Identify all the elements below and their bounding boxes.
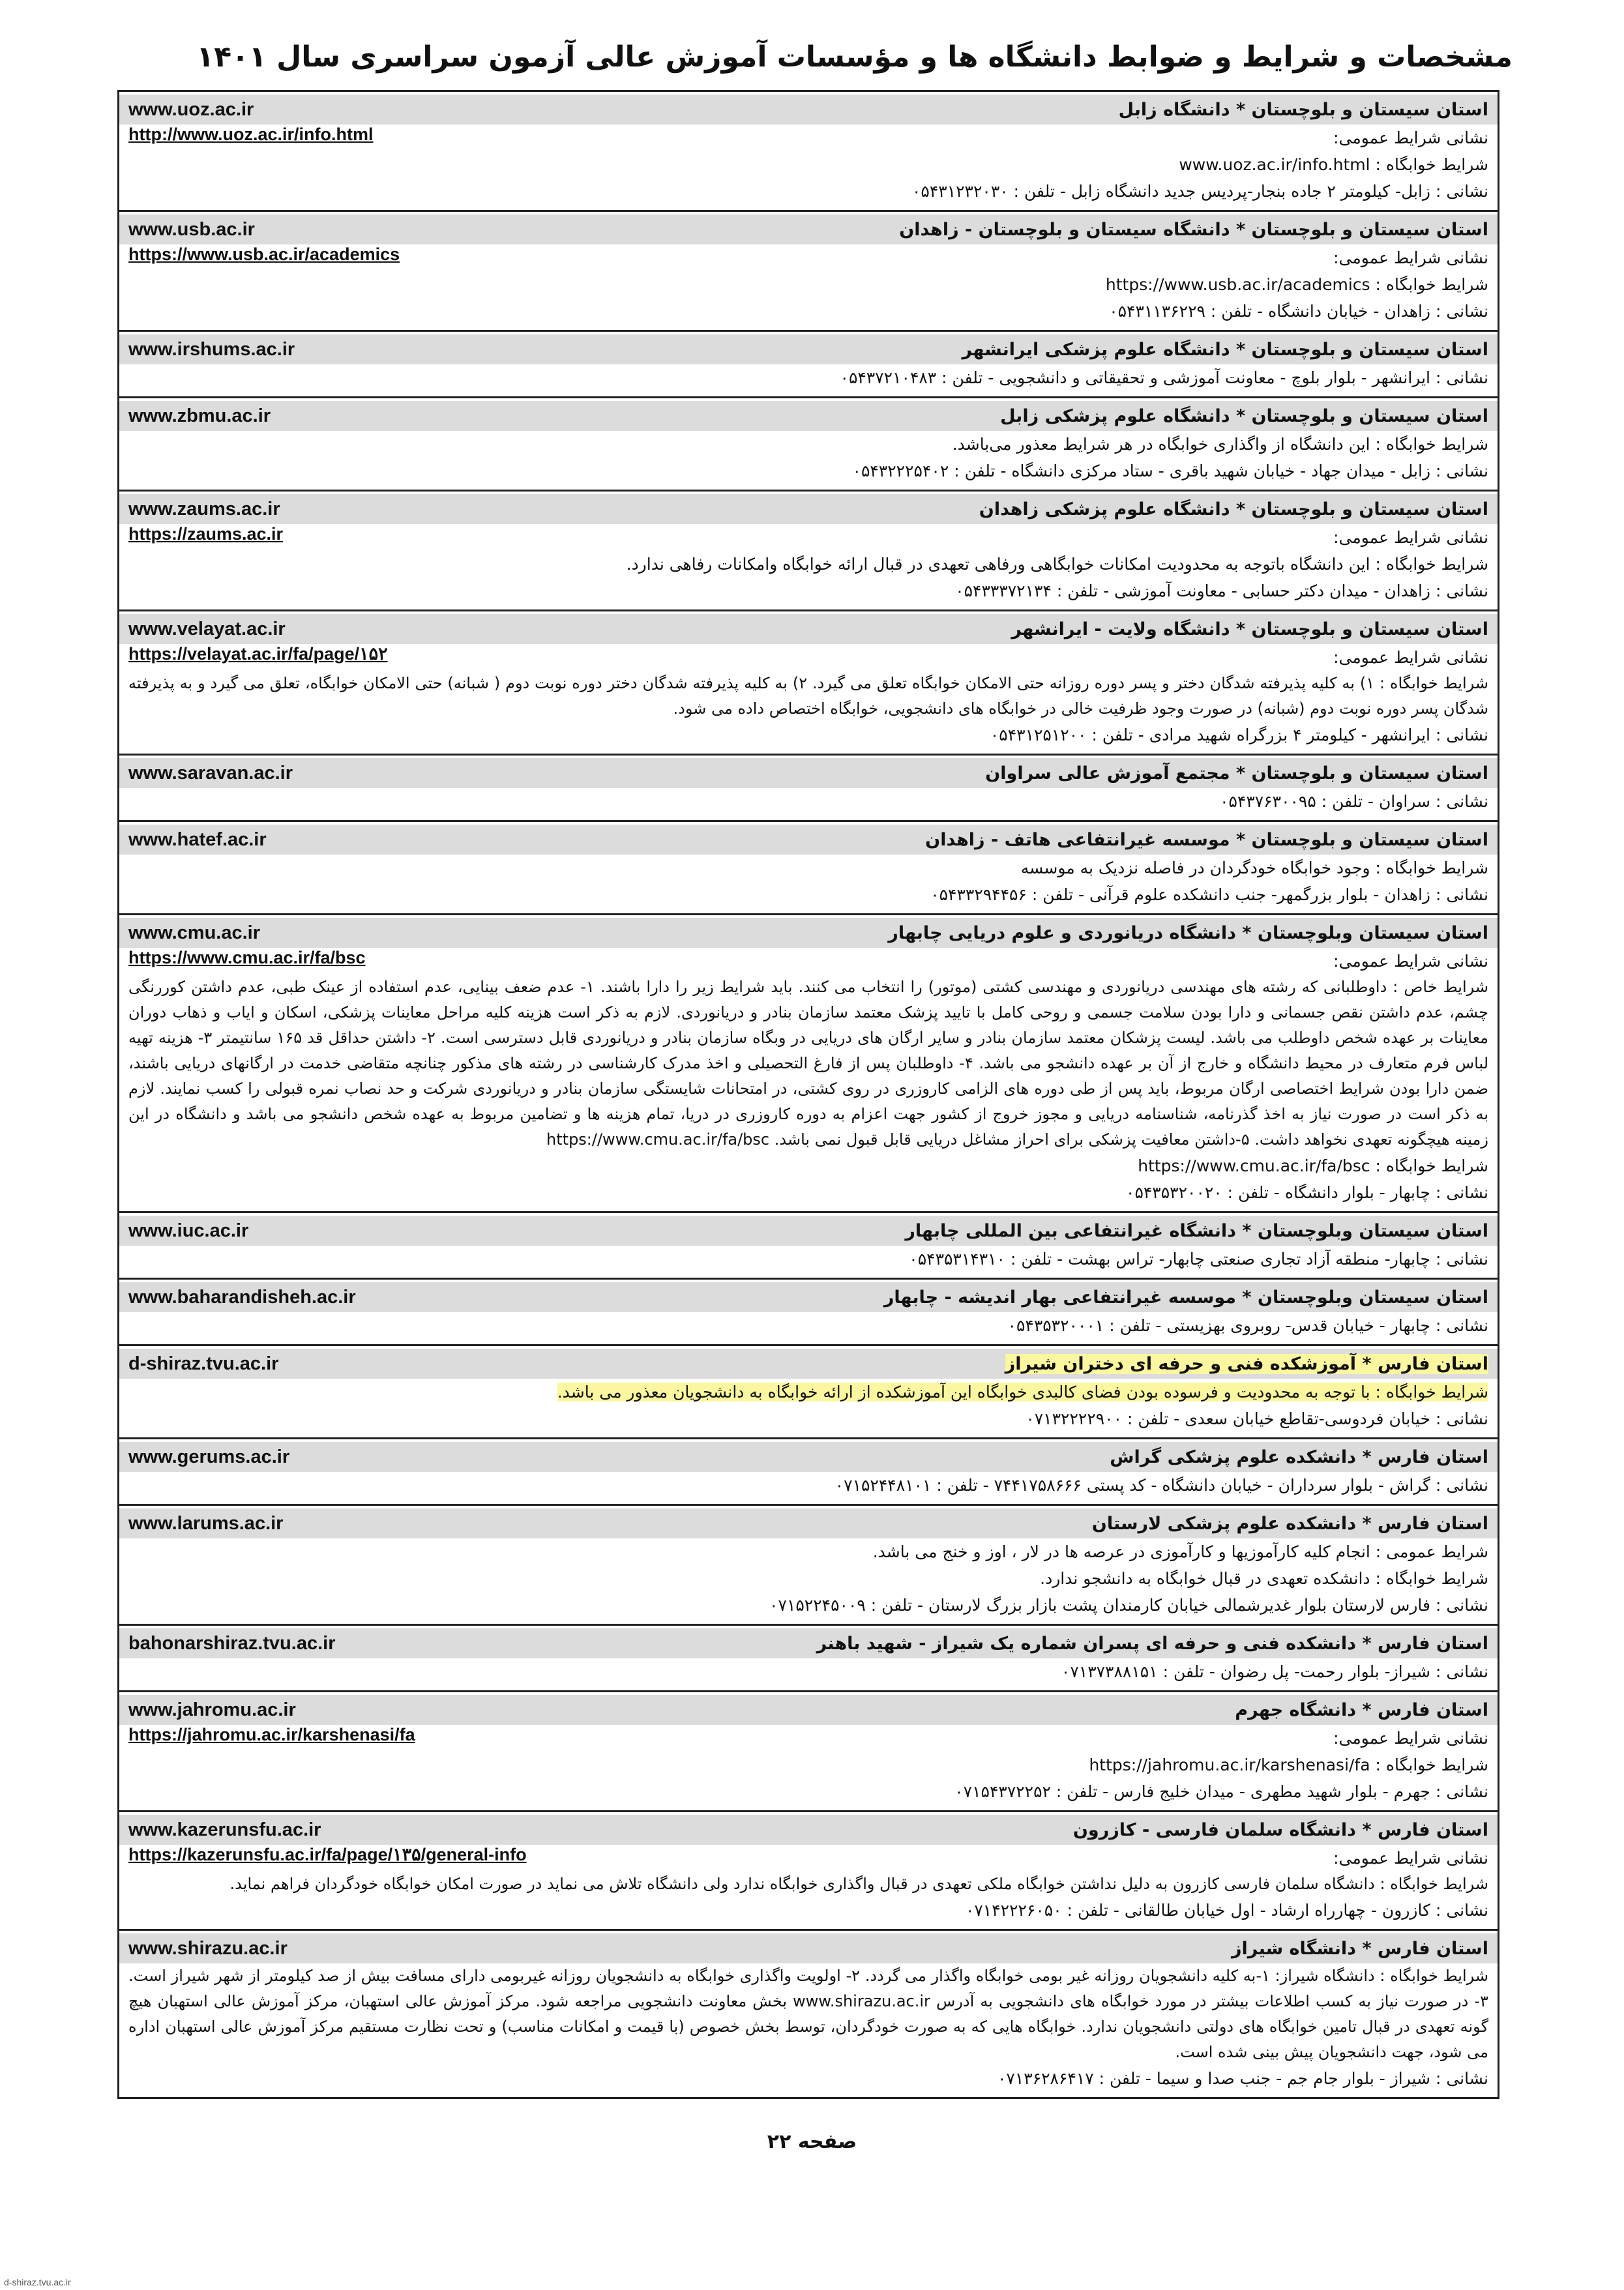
website-link[interactable]: www.iuc.ac.ir [128, 1220, 249, 1241]
entry-title: استان سیستان و بلوچستان * مجتمع آموزش عالی سراوان [985, 763, 1488, 784]
website-link[interactable]: www.velayat.ac.ir [128, 618, 286, 639]
entry-line: شرایط خوابگاه : www.uoz.ac.ir/info.html [1179, 155, 1488, 174]
university-entry [119, 1280, 1498, 1346]
entries-table [117, 90, 1499, 2099]
website-link[interactable]: www.hatef.ac.ir [128, 829, 267, 850]
entry-line: نشانی : ایرانشهر - کیلومتر ۴ بزرگراه شهید مرادی - تلفن : ۰۵۴۳۱۲۵۱۲۰۰ [990, 726, 1488, 744]
general-conditions-link[interactable]: http://www.uoz.ac.ir/info.html [128, 125, 374, 144]
entry-header [119, 825, 1498, 855]
general-conditions-link[interactable]: https://www.cmu.ac.ir/fa/bsc [128, 948, 366, 967]
entry-header [119, 1349, 1498, 1379]
university-entry [119, 332, 1498, 398]
website-link[interactable]: www.zbmu.ac.ir [128, 405, 271, 426]
entry-title: استان فارس * دانشکده علوم پزشکی گراش [1110, 1446, 1488, 1467]
entry-title: استان سیستان و بلوچستان * موسسه غیرانتفاعی هاتف - زاهدان [925, 829, 1488, 850]
entry-header [119, 1442, 1498, 1472]
page-number: صفحه ۲۲ [767, 2130, 857, 2153]
entry-line: شرایط خوابگاه : دانشکده تعهدی در قبال خوابگاه به دانشجو ندارد. [1040, 1569, 1488, 1588]
entry-line: نشانی : زاهدان - میدان دکتر حسابی - معاونت آموزشی - تلفن : ۰۵۴۳۳۳۷۲۱۳۴ [955, 581, 1488, 600]
entry-line: نشانی : زابل- کیلومتر ۲ جاده بنجار-پردیس جدید دانشگاه زابل - تلفن : ۰۵۴۳۱۲۳۲۰۳۰ [911, 182, 1488, 201]
entry-title: استان فارس * دانشگاه جهرم [1235, 1699, 1488, 1720]
entry-line: شرایط خوابگاه : https://www.usb.ac.ir/academics [1105, 275, 1488, 294]
entry-line: شرایط خوابگاه : این دانشگاه از واگذاری خوابگاه در هر شرایط معذور می‌باشد. [952, 435, 1488, 454]
entry-line: نشانی : شیراز - بلوار جام جم - جنب صدا و سیما - تلفن : ۰۷۱۳۶۲۸۶۴۱۷ [997, 2069, 1488, 2088]
website-link[interactable]: bahonarshiraz.tvu.ac.ir [128, 1632, 336, 1654]
entry-line: نشانی : فارس لارستان بلوار غدیرشمالی خیابان کارمندان پشت بازار بزرگ لارستان - تلفن : ۰۷۱۵۲۲۴۵۰۰۹ [769, 1596, 1488, 1615]
university-entry [119, 1213, 1498, 1280]
entry-header [119, 334, 1498, 364]
entry-line: نشانی شرایط عمومی: [1333, 528, 1488, 547]
university-entry [119, 1439, 1498, 1506]
entry-paragraph: شرایط خوابگاه : دانشگاه سلمان فارسی کازرون به دلیل نداشتن خوابگاه ملکی تعهدی در قبال واگذاری خوابگاه ندارد ولی دانشگاه تلاش می نماید در صورت امکان خوابگاه خودگردان فراهم نماید. [229, 1875, 1488, 1893]
entry-line: نشانی شرایط عمومی: [1333, 128, 1488, 147]
entry-header [119, 614, 1498, 644]
entry-line: نشانی : سراوان - تلفن : ۰۵۴۳۷۶۳۰۰۹۵ [1220, 792, 1488, 811]
entry-line: شرایط خوابگاه : https://www.cmu.ac.ir/fa/bsc [1138, 1156, 1488, 1175]
website-link[interactable]: www.kazerunsfu.ac.ir [128, 1819, 321, 1840]
website-link[interactable]: www.zaums.ac.ir [128, 498, 280, 520]
page-title: مشخصات و شرایط و ضوابط دانشگاه ها و مؤسسات آموزش عالی آزمون سراسری سال ۱۴۰۱ [196, 40, 1513, 74]
entry-line: نشانی شرایط عمومی: [1333, 952, 1488, 971]
entry-title: استان سیستان وبلوچستان * دانشگاه دریانوردی و علوم دریایی چابهار [888, 922, 1488, 943]
entry-line: نشانی : زاهدان - خیابان دانشگاه - تلفن : ۰۵۴۳۱۱۳۶۲۲۹ [1109, 302, 1488, 321]
entry-line: نشانی : زابل - میدان جهاد - خیابان شهید باقری - ستاد مرکزی دانشگاه - تلفن : ۰۵۴۳۲۲۲۵۴۰۲ [852, 462, 1488, 480]
entry-line: نشانی : خیابان فردوسی-تقاطع خیابان سعدی - تلفن : ۰۷۱۳۲۲۲۲۹۰۰ [1026, 1409, 1488, 1428]
entry-line: نشانی : چابهار - خیابان قدس- روبروی بهزیستی - تلفن : ۰۵۴۳۵۳۲۰۰۰۱ [1007, 1316, 1488, 1335]
entry-line: نشانی : چابهار - بلوار دانشگاه - تلفن : ۰۵۴۳۵۳۲۰۰۲۰ [1126, 1183, 1488, 1202]
general-conditions-link[interactable]: https://velayat.ac.ir/fa/page/۱۵۲ [128, 644, 388, 664]
university-entry [119, 822, 1498, 915]
entry-header [119, 1628, 1498, 1658]
website-link[interactable]: www.uoz.ac.ir [128, 98, 254, 120]
entry-paragraph: شرایط خاص : داوطلبانی که رشته های مهندسی دریانوردی و مهندسی کشتی (موتور) را انتخاب می کنند. باید شرایط زیر را دارا باشند. ۱- عدم ضعف بینایی، عدم استفاده از عینک طبی، عدم داشتن کوررنگی چشم، عدم داشتن نقص جسمانی و دارا بودن سلامت جسمی و روحی کامل با تایید پزشک معتمد سازمان بنادر و دریانوردی. لازم به ذکر است هزینه کلیه مراحل معاینات پزشکی، اسکان و ایاب و ذهاب دوران معاینات بر عهده شخص داوطلب می باشد. لیست پزشکان معتمد سازمان بنادر و سایر ارگان های دریایی در وبگاه سازمان بنادر و دریانوردی قابل دسترسی است. ۲- داشتن حداقل قد ۱۶۵ سانتیمتر ۳- هزینه تهیه لباس فرم متعارف در محیط دانشگاه و خارج از آن بر عهده دانشجو می باشد. ۴- داوطلبان پس از فارغ التحصیلی و اخذ مدرک کارشناسی در رشته های مذکور چنانچه متقاضی خدمت در ارگانهای دریایی باشند، ضمن دارا بودن شرایط اختصاصی ارگان مربوط، باید پس از طی دوره های الزامی کاروزری در روی کشتی، در امتحانات شایستگی سازمان بنادر و دریانوردی شرکت و حد نصاب نمره قبولی را کسب نمایند. لازم به ذکر است در صورت نیاز به اخذ گذرنامه، شناسنامه دریایی و مجوز خروج از کشور جهت اعزام به دوره کاروزری در دریا، تمام هزینه ها و تضامین مربوط به عهده شخص دانشجو می باشد و دانشگاه در این زمینه هیچگونه تعهدی نخواهد داشت. ۵-داشتن معافیت پزشکی برای احراز مشاغل دریایی قابل قبول نمی باشد. https://www.cmu.ac.ir/fa/bsc [128, 978, 1489, 1149]
entry-title: استان فارس * آموزشکده فنی و حرفه ای دختران شیراز [1005, 1353, 1488, 1374]
entry-title: استان فارس * دانشگاه شیراز [1231, 1938, 1488, 1959]
university-entry [119, 1626, 1498, 1692]
university-entry [119, 1692, 1498, 1812]
entry-line: نشانی شرایط عمومی: [1333, 1729, 1488, 1748]
website-link[interactable]: d-shiraz.tvu.ac.ir [128, 1353, 279, 1374]
entry-title: استان سیستان و بلوچستان * دانشگاه سیستان و بلوچستان - زاهدان [899, 219, 1488, 240]
entry-line: شرایط خوابگاه : این دانشگاه باتوجه به محدودیت امکانات خوابگاهی ورفاهی تعهدی در قبال ارائه خوابگاه وامکانات رفاهی ندارد. [626, 555, 1488, 574]
entry-line: نشانی : گراش - بلوار سرداران - خیابان دانشگاه - کد پستی ۷۴۴۱۷۵۸۶۶۶ - تلفن : ۰۷۱۵۲۴۴۸۱۰۱ [834, 1476, 1488, 1495]
entry-line: شرایط خوابگاه : https://jahromu.ac.ir/karshenasi/fa [1089, 1755, 1488, 1774]
entry-paragraph: شرایط خوابگاه : ۱) به کلیه پذیرفته شدگان دختر و پسر دوره روزانه حتی الامکان خوابگاه تعلق می گیرد. ۲) به کلیه پذیرفته شدگان دختر دوره نوبت دوم ( شبانه) حتی الامکان خوابگاه، تعلق می گیرد و به پذیرفته شدگان پسر دوره نوبت دوم (شبانه) در صورت وجود ظرفیت خالی در خوابگاه های دانشجویی، خوابگاه اختصاص داده می شود. [128, 674, 1489, 718]
entry-title: استان سیستان وبلوچستان * موسسه غیرانتفاعی بهار اندیشه - چابهار [883, 1287, 1488, 1308]
website-link[interactable]: www.larums.ac.ir [128, 1512, 284, 1534]
university-entry [119, 915, 1498, 1213]
corner-watermark: d-shiraz.tvu.ac.ir [4, 2277, 71, 2287]
general-conditions-link[interactable]: https://www.usb.ac.ir/academics [128, 244, 400, 264]
website-link[interactable]: www.cmu.ac.ir [128, 922, 260, 943]
entry-header [119, 494, 1498, 524]
entry-title: استان سیستان و بلوچستان * دانشگاه زابل [1118, 99, 1488, 120]
general-conditions-link[interactable]: https://jahromu.ac.ir/karshenasi/fa [128, 1725, 415, 1744]
university-entry [119, 92, 1498, 212]
entry-header [119, 1695, 1498, 1725]
entry-header [119, 1815, 1498, 1845]
website-link[interactable]: www.baharandisheh.ac.ir [128, 1286, 356, 1308]
entry-header [119, 918, 1498, 948]
website-link[interactable]: www.shirazu.ac.ir [128, 1937, 288, 1959]
website-link[interactable]: www.jahromu.ac.ir [128, 1699, 296, 1720]
entry-line: نشانی شرایط عمومی: [1333, 648, 1488, 667]
entry-line: شرایط خوابگاه : وجود خوابگاه خودگردان در فاصله نزدیک به موسسه [1020, 859, 1488, 877]
university-entry [119, 492, 1498, 611]
entry-header [119, 1282, 1498, 1312]
entry-title: استان سیستان و بلوچستان * دانشگاه ولایت - ایرانشهر [1011, 619, 1488, 639]
general-conditions-link[interactable]: https://kazerunsfu.ac.ir/fa/page/۱۳۵/general-info [128, 1845, 527, 1864]
entry-header [119, 95, 1498, 125]
website-link[interactable]: www.gerums.ac.ir [128, 1446, 290, 1467]
entry-title: استان سیستان و بلوچستان * دانشگاه علوم پزشکی زاهدان [979, 499, 1488, 520]
university-entry [119, 212, 1498, 332]
entry-paragraph: شرایط خوابگاه : دانشگاه شیراز: ۱-به کلیه دانشجویان روزانه غیر بومی خوابگاه واگذار می گردد. ۲- اولویت واگذاری خوابگاه به دانشجویان روزانه غیربومی دارای مسافت بیش از صد کیلومتر از شهر شیراز است. ۳- در صورت نیاز به کسب اطلاعات بیشتر در مورد خوابگاه های دانشجویی به آدرس www.shirazu.ac.ir بخش معاونت دانشجویی مراجعه شود. مرکز آموزش عالی استهبان، مرکز آموزش عالی استهبان هیچ گونه تعهدی در قبال تامین خوابگاه های دولتی دانشجویان ندارد. خوابگاه هایی که به صورت خودگردان، توسط بخش خصوص (با قیمت و امکانات مناسب) و تحت نظارت مستقیم مرکز آموزش عالی استهبان اداره می شود، جهت دانشجویان پیش بینی شده است. [128, 1967, 1488, 2061]
university-entry [119, 1812, 1498, 1931]
general-conditions-link[interactable]: https://zaums.ac.ir [128, 524, 284, 544]
entry-line: نشانی شرایط عمومی: [1333, 1849, 1488, 1868]
website-link[interactable]: www.saravan.ac.ir [128, 762, 293, 784]
highlighted-text: شرایط خوابگاه : با توجه به محدودیت و فرسوده بودن فضای کالبدی خوابگاه این آموزشکده از ارائه خوابگاه به دانشجویان معذور می باشد. [557, 1383, 1488, 1402]
entry-header [119, 758, 1498, 788]
entry-line [128, 1379, 1488, 1405]
entry-header [119, 214, 1498, 244]
university-entry [119, 756, 1498, 822]
entry-line: نشانی : چابهار- منطقه آزاد تجاری صنعتی چابهار- تراس بهشت - تلفن : ۰۵۴۳۵۳۱۴۳۱۰ [909, 1250, 1488, 1269]
entry-line: نشانی : جهرم - بلوار شهید مطهری - میدان خلیج فارس - تلفن : ۰۷۱۵۴۳۷۲۲۵۲ [954, 1782, 1488, 1801]
entry-line: نشانی : شیراز- بلوار رحمت- پل رضوان - تلفن : ۰۷۱۳۷۳۸۸۱۵۱ [1061, 1662, 1488, 1681]
university-entry [119, 611, 1498, 756]
entry-line: شرایط عمومی : انجام کلیه کارآموزیها و کارآموزی در عرصه ها در لار ، اوز و خنج می باشد. [872, 1542, 1488, 1561]
university-entry [119, 398, 1498, 492]
entry-line: نشانی : زاهدان - بلوار بزرگمهر- جنب دانشکده علوم قرآنی - تلفن : ۰۵۴۳۳۲۹۴۴۵۶ [930, 885, 1488, 904]
entry-line: نشانی : کازرون - چهارراه ارشاد - اول خیابان طالقانی - تلفن : ۰۷۱۴۲۲۲۶۰۵۰ [965, 1901, 1488, 1920]
university-entry [119, 1931, 1498, 2097]
entry-title: استان فارس * دانشگاه سلمان فارسی - کازرون [1072, 1819, 1488, 1840]
entry-line: نشانی : ایرانشهر - بلوار بلوچ - معاونت آموزشی و تحقیقاتی و دانشجویی - تلفن : ۰۵۴۳۷۲۱۰۴۸۳ [840, 368, 1488, 387]
entry-header [119, 401, 1498, 431]
entry-title: استان سیستان وبلوچستان * دانشگاه غیرانتفاعی بین المللی چابهار [905, 1220, 1488, 1241]
website-link[interactable]: www.irshums.ac.ir [128, 338, 295, 360]
entry-title: استان سیستان و بلوچستان * دانشگاه علوم پزشکی زابل [1000, 405, 1488, 426]
entry-header [119, 1933, 1498, 1963]
website-link[interactable]: www.usb.ac.ir [128, 218, 255, 240]
university-entry [119, 1346, 1498, 1439]
entry-title: استان فارس * دانشکده علوم پزشکی لارستان [1091, 1513, 1488, 1534]
entry-title: استان سیستان و بلوچستان * دانشگاه علوم پزشکی ایرانشهر [962, 339, 1488, 360]
entry-title: استان فارس * دانشکده فنی و حرفه ای پسران شماره یک شیراز - شهید باهنر [816, 1633, 1488, 1654]
entry-line: نشانی شرایط عمومی: [1333, 248, 1488, 267]
entry-header [119, 1508, 1498, 1538]
university-entry [119, 1506, 1498, 1626]
entry-header [119, 1216, 1498, 1246]
